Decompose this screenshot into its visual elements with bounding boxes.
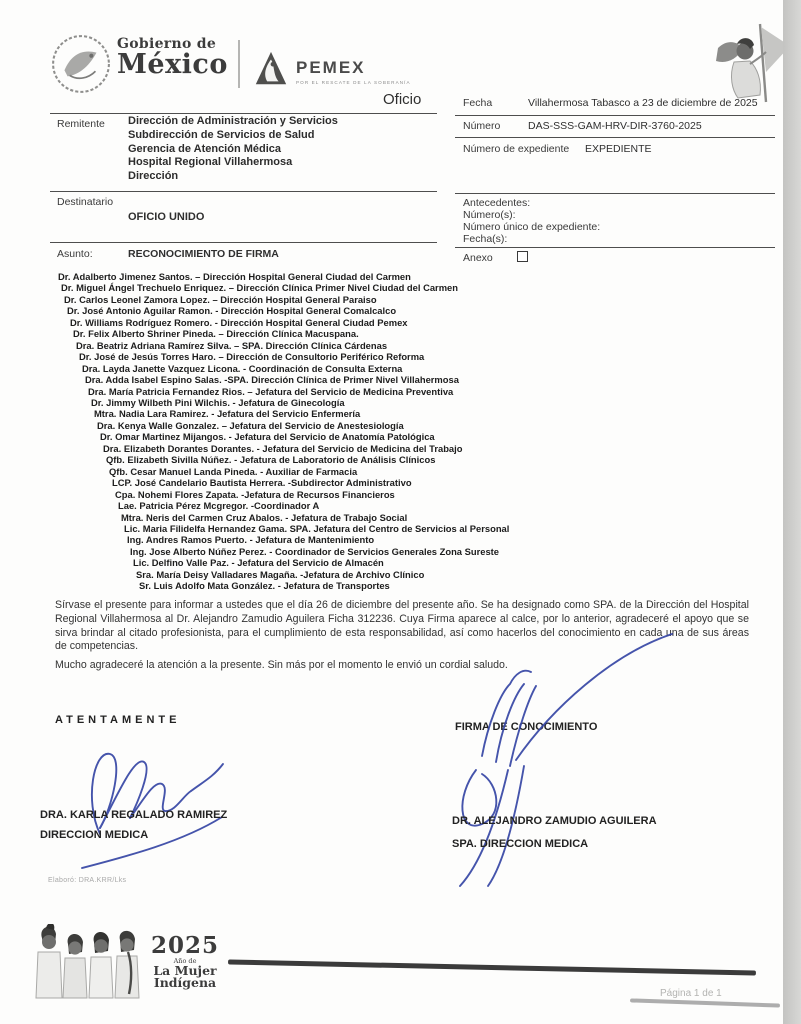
fecha-label: Fecha (463, 97, 493, 109)
recipient-line: Lic. Delfino Valle Paz. - Jefatura del Servicio de Almacén (133, 557, 384, 569)
pemex-wordmark: PEMEX (296, 58, 366, 77)
remitente-line: Hospital Regional Villahermosa (128, 156, 293, 169)
recipient-line: Dra. Elizabeth Dorantes Dorantes. - Jefatura del Servicio de Medicina del Trabajo (103, 442, 463, 454)
gobierno-line2: México (117, 49, 228, 80)
recipient-line: Lic. Maria Filidelfa Hernandez Gama. SPA. Jefatura del Centro de Servicios al Personal (124, 522, 510, 534)
rule-above-antecedentes (455, 193, 775, 194)
remitente-line: Subdirección de Servicios de Salud (128, 128, 315, 141)
recipient-line: Sr. Luis Adolfo Mata González. - Jefatura de Transportes (139, 580, 390, 592)
recipient-line: Dr. José Antonio Aguilar Ramon. - Dirección Hospital General Comalcalco (67, 305, 397, 317)
rule-below-destinatario (50, 242, 437, 243)
recipient-list (58, 271, 509, 592)
recipient-line: Dr. José de Jesús Torres Haro. – Dirección de Consultorio Periférico Reforma (79, 351, 425, 363)
indigenous-women-2025-logo-icon (28, 924, 146, 1004)
recipient-line: Dr. Adalberto Jimenez Santos. – Dirección Hospital General Ciudad del Carmen (58, 271, 411, 282)
fecha-value: Villahermosa Tabasco a 23 de diciembre de 2025 (528, 97, 758, 109)
gobierno-line1: Gobierno de (117, 36, 217, 52)
recipient-line: Mtra. Neris del Carmen Cruz Abalos. - Jefatura de Trabajo Social (121, 511, 408, 523)
antecedentes-line: Fecha(s): (463, 233, 508, 245)
gobierno-de-mexico-logo (117, 36, 228, 80)
recipient-line: Qfb. Cesar Manuel Landa Pineda. - Auxiliar de Farmacia (109, 465, 358, 477)
anexo-checkbox[interactable] (517, 251, 528, 262)
firma-de-conocimiento-label: FIRMA DE CONOCIMIENTO (455, 721, 598, 733)
left-signer-block (40, 805, 227, 845)
expediente-value: EXPEDIENTE (585, 143, 652, 155)
header-divider (238, 40, 240, 88)
destinatario-label: Destinatario (57, 196, 114, 208)
anexo-label: Anexo (463, 252, 493, 264)
right-signer-name: DR. ALEJANDRO ZAMUDIO AGUILERA (452, 815, 657, 827)
right-signer-title: SPA. DIRECCION MEDICA (452, 838, 589, 850)
expediente-label: Número de expediente (463, 143, 570, 155)
recipient-line: Ing. Jose Alberto Núñez Perez. - Coordinador de Servicios Generales Zona Sureste (130, 545, 500, 557)
remitente-line: Dirección (128, 170, 179, 183)
recipient-line: Mtra. Nadia Lara Ramirez. - Jefatura del Servicio Enfermería (94, 408, 361, 420)
page-corner-shadow (630, 998, 780, 1007)
right-signer-block (452, 810, 657, 856)
rule-below-fecha (455, 115, 775, 116)
rule-below-numero (455, 137, 775, 138)
body-paragraph: Sírvase el presente para informar a ustedes que el día 26 de diciembre del presente año. Se ha designado como SPA. de la Dirección del Hospital Regional Villahermosa al Dr. Alejandro Zamudio Aguilera Ficha 312236. Cuya Firma aparece al calce, por lo anterior, agradeceré el apoyo que se sirva brindar al citado profesionista, para el cumplimiento de esta responsabilidad, así como hacerlos del conocimiento en cada una de sus áreas de competencias. (55, 599, 749, 653)
closing-paragraph: Mucho agradeceré la atención a la presente. Sin más por el momento le envió un cordial saludo. (55, 659, 508, 671)
oficio-label: Oficio (383, 91, 422, 108)
ano-de-label: Año de (173, 957, 197, 965)
recipient-line: LCP. José Candelario Bautista Herrera. -Subdirector Administrativo (112, 477, 412, 489)
rule-below-antecedentes (455, 247, 775, 248)
recipient-line: Lae. Patricia Pérez Mcgregor. -Coordinador A (118, 500, 320, 512)
elaboro-footnote: Elaboró: DRA.KRR/Lks (48, 877, 127, 884)
year-2025-logo (150, 932, 220, 989)
mexico-eagle-seal-icon (50, 33, 112, 95)
recipient-line: Dra. Beatriz Adriana Ramírez Silva. – SPA. Dirección Clínica Cárdenas (76, 339, 388, 351)
indigena-label: Indígena (153, 975, 217, 990)
recipient-line: Dra. Layda Janette Vazquez Licona. - Coordinación de Consulta Externa (82, 362, 403, 374)
year-2025: 2025 (150, 932, 219, 959)
destinatario-value: OFICIO UNIDO (128, 211, 205, 223)
recipient-line: Dra. Adda Isabel Espino Salas. -SPA. Dirección Clínica de Primer Nivel Villahermosa (85, 374, 459, 386)
signature-karla-regalado (70, 722, 270, 877)
left-signer-name: DRA. KARLA REGALADO RAMIREZ (40, 809, 228, 821)
remitente-label: Remitente (57, 118, 105, 130)
rule-below-remitente (50, 191, 437, 192)
numero-label: Número (463, 120, 501, 132)
antecedentes-line: Número único de expediente: (463, 221, 601, 233)
antecedentes-line: Número(s): (463, 209, 516, 221)
pemex-eagle-icon (252, 50, 290, 88)
footer-rule (228, 959, 756, 975)
remitente-line: Gerencia de Atención Médica (128, 142, 282, 155)
recipient-line: Qfb. Elizabeth Sivilla Núñez. - Jefatura de Laboratorio de Análisis Clínicos (106, 454, 436, 466)
recipient-line: Dr. Jimmy Wilbeth Pini Wilchis. - Jefatura de Ginecología (91, 396, 345, 408)
recipient-line: Dr. Omar Martinez Mijangos. - Jefatura del Servicio de Anatomía Patológica (100, 431, 435, 443)
recipient-line: Dr. Williams Rodríguez Romero. - Dirección Hospital General Ciudad Pemex (70, 316, 408, 328)
left-signer-title: DIRECCION MEDICA (40, 829, 149, 841)
la-mujer-label: La Mujer (153, 963, 217, 978)
recipient-line: Ing. Andres Ramos Puerto. - Jefatura de Mantenimiento (127, 534, 375, 546)
pemex-logo (252, 50, 411, 88)
recipient-line: Sra. María Deisy Valladares Magaña. -Jefatura de Archivo Clínico (136, 568, 425, 580)
pemex-tagline: POR EL RESCATE DE LA SOBERANÍA (296, 80, 411, 85)
antecedentes-line: Antecedentes: (463, 197, 531, 209)
asunto-label: Asunto: (57, 248, 93, 260)
scan-edge-band (783, 0, 801, 1024)
asunto-value: RECONOCIMIENTO DE FIRMA (128, 248, 279, 260)
recipient-line: Dr. Carlos Leonel Zamora Lopez. – Dirección Hospital General Paraiso (64, 293, 377, 305)
recipient-line: Dra. María Patricia Fernandez Rios. – Jefatura del Servicio de Medicina Preventiva (88, 385, 454, 397)
atentamente-label: ATENTAMENTE (55, 714, 181, 726)
remitente-line: Dirección de Administración y Servicios (128, 115, 338, 127)
remitente-lines (128, 115, 338, 184)
recipient-line: Dr. Felix Alberto Shriner Pineda. – Dirección Clínica Macuspana. (73, 328, 359, 340)
page-number: Página 1 de 1 (660, 988, 722, 999)
recipient-line: Cpa. Nohemi Flores Zapata. -Jefatura de Recursos Financieros (115, 488, 395, 500)
recipient-line: Dr. Miguel Ángel Trechuelo Enriquez. – Dirección Clínica Primer Nivel Ciudad del Carmen (61, 282, 458, 294)
recipient-line: Dra. Kenya Walle Gonzalez. – Jefatura del Servicio de Anestesiología (97, 419, 404, 431)
numero-value: DAS-SSS-GAM-HRV-DIR-3760-2025 (528, 120, 702, 132)
